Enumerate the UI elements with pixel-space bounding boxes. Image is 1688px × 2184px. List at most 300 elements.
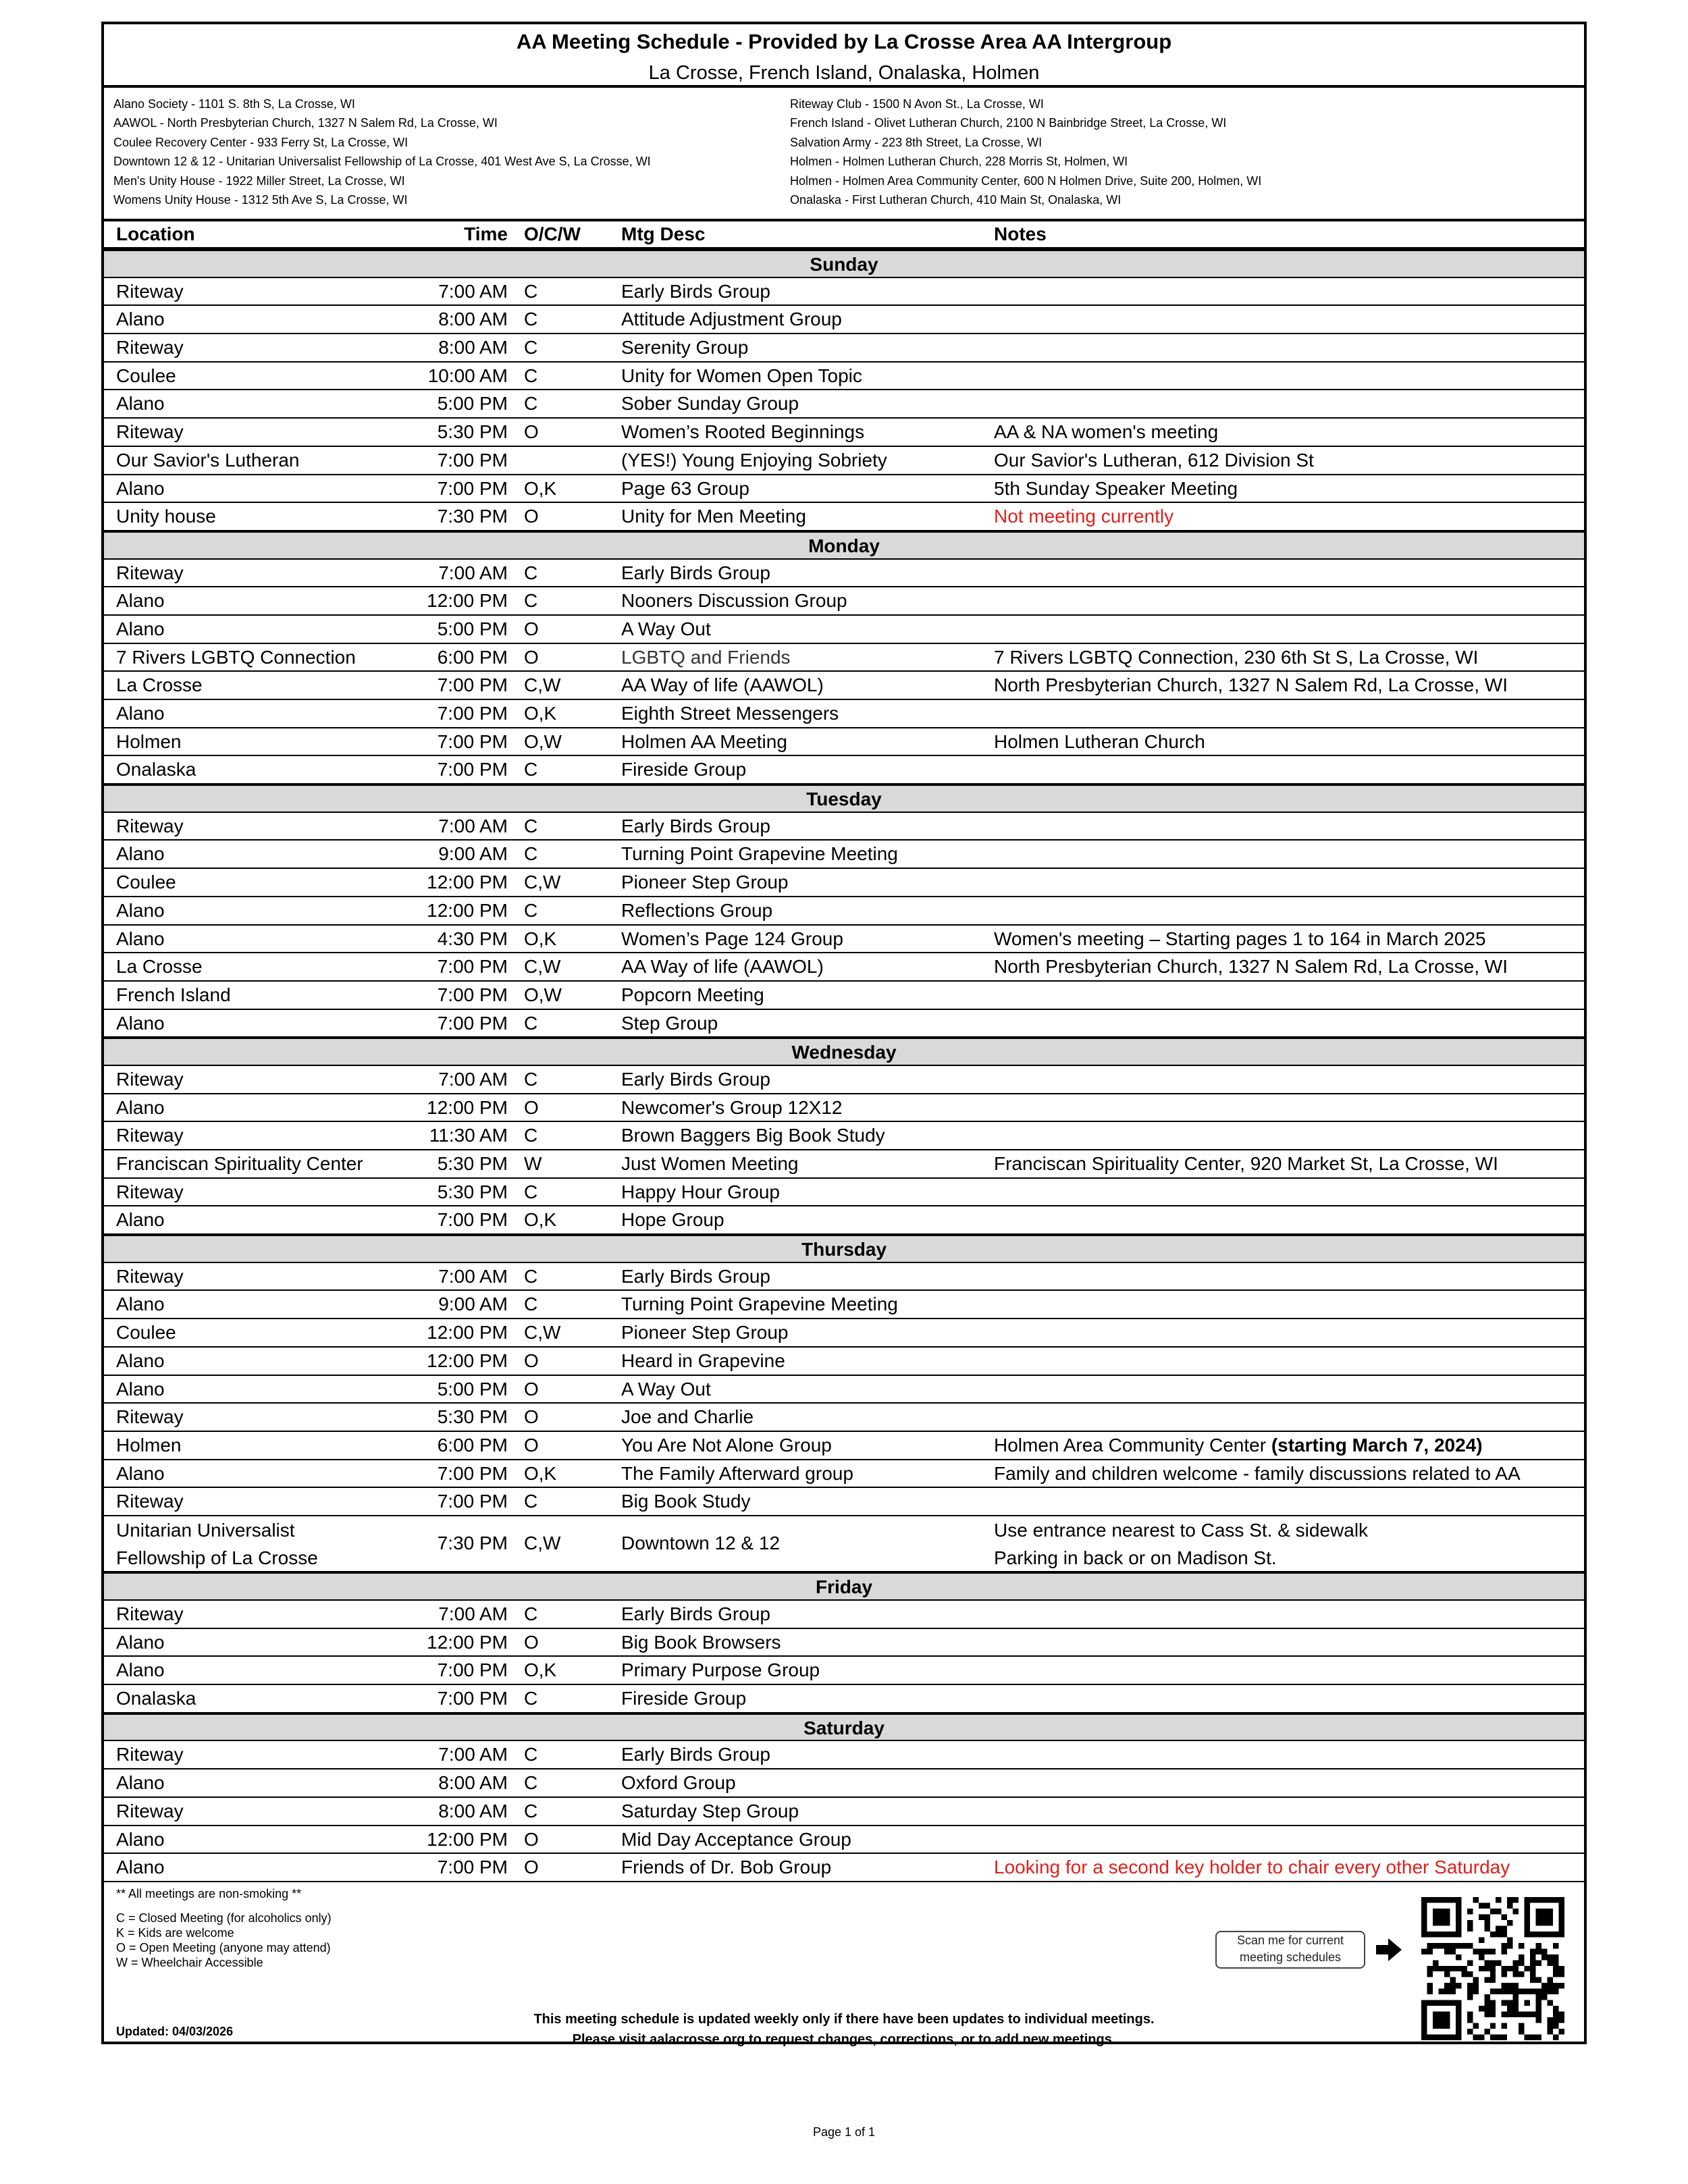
cell-location: Alano [116, 899, 165, 921]
cell-notes-text: Looking for a second key holder to chair every other Saturday [994, 1857, 1510, 1878]
table-row [104, 587, 1584, 616]
cell-notes-text: 5th Sunday Speaker Meeting [994, 477, 1238, 499]
cell-notes [994, 1150, 1498, 1177]
table-header [104, 221, 1584, 250]
cell-notes-text: Franciscan Spirituality Center, 920 Market St, La Crosse, WI [994, 1153, 1498, 1174]
table-row [104, 1629, 1584, 1657]
header-time: Time [464, 223, 508, 244]
cell-time: 7:00 PM [437, 477, 508, 499]
cell-time: 12:00 PM [427, 1631, 508, 1653]
table-row [104, 982, 1584, 1010]
table-row [104, 560, 1584, 588]
cell-location: Alano [116, 1378, 165, 1400]
table-row [104, 869, 1584, 897]
table-row [104, 841, 1584, 869]
arrow-right-icon [1375, 1936, 1403, 1963]
cell-time: 7:00 AM [438, 1265, 508, 1287]
table-row [104, 1769, 1584, 1798]
cell-time: 8:00 AM [438, 1772, 508, 1794]
cell-ocw: C [524, 562, 538, 583]
table-row [104, 1798, 1584, 1826]
cell-location: La Crosse [116, 674, 203, 696]
cell-desc: Oxford Group [621, 1772, 736, 1794]
cell-location: Holmen [116, 1434, 182, 1456]
cell-location: Riteway [116, 1265, 184, 1287]
cell-desc: LGBTQ and Friends [621, 646, 791, 668]
cell-ocw: O [524, 646, 539, 668]
cell-ocw: C [524, 1491, 538, 1512]
cell-time: 7:00 PM [437, 1209, 508, 1231]
day-header-saturday: Saturday [104, 1713, 1584, 1742]
cell-location: Riteway [116, 1068, 184, 1090]
cell-location: Coulee [116, 365, 176, 386]
location-entry: French Island - Olivet Lutheran Church, 2100 N Bainbridge Street, La Crosse, WI [790, 116, 1227, 130]
table-row [104, 363, 1584, 391]
scan-callout [1215, 1931, 1365, 1969]
legend-item: K = Kids are welcome [116, 1926, 234, 1940]
location-entry: Alano Society - 1101 S. 8th S, La Crosse, WI [113, 97, 355, 111]
table-row [104, 1741, 1584, 1769]
table-row [104, 278, 1584, 307]
legend [116, 1886, 332, 1970]
cell-location-line: Unitarian Universalist [116, 1519, 295, 1541]
cell-notes-text: North Presbyterian Church, 1327 N Salem Rd, La Crosse, WI [994, 956, 1508, 978]
cell-time: 6:00 PM [437, 1434, 508, 1456]
cell-location: Riteway [116, 1603, 184, 1625]
location-entry: AAWOL - North Presbyterian Church, 1327 N Salem Rd, La Crosse, WI [113, 116, 498, 130]
cell-time: 12:00 PM [427, 590, 508, 612]
cell-desc: Page 63 Group [621, 477, 749, 499]
cell-ocw: O [524, 1378, 539, 1400]
cell-location: Alano [116, 1659, 165, 1681]
cell-location: Alano [116, 309, 165, 330]
header-notes: Notes [994, 223, 1047, 244]
cell-desc: Sober Sunday Group [621, 393, 799, 415]
table-row [104, 897, 1584, 926]
table-row [104, 1516, 1584, 1572]
cell-location: Riteway [116, 1125, 184, 1146]
cell-time: 8:00 AM [438, 309, 508, 330]
cell-ocw: O,K [524, 1462, 557, 1484]
cell-location: Alano [116, 1096, 165, 1118]
cell-desc: Reflections Group [621, 899, 773, 921]
cell-desc: (YES!) Young Enjoying Sobriety [621, 449, 887, 471]
table-row [104, 1460, 1584, 1489]
cell-desc: Brown Baggers Big Book Study [621, 1125, 885, 1146]
cell-ocw: O [524, 618, 539, 639]
table-row [104, 1263, 1584, 1291]
cell-location: Alano [116, 590, 165, 612]
cell-ocw: C [524, 1012, 538, 1034]
cell-location-line: Fellowship of La Crosse [116, 1547, 318, 1569]
location-entry: Men's Unity House - 1922 Miller Street, La Crosse, WI [113, 174, 405, 188]
cell-ocw: C [524, 815, 538, 836]
cell-ocw: C [524, 337, 538, 358]
cell-ocw: O [524, 1828, 539, 1850]
cell-time: 5:30 PM [437, 1153, 508, 1174]
header-location: Location [116, 223, 195, 244]
table-row [104, 1404, 1584, 1432]
cell-time: 12:00 PM [427, 899, 508, 921]
cell-notes [994, 503, 1173, 529]
cell-desc: Fireside Group [621, 759, 747, 780]
cell-desc: The Family Afterward group [621, 1462, 853, 1484]
cell-desc: Mid Day Acceptance Group [621, 1828, 851, 1850]
cell-ocw: C [524, 1800, 538, 1821]
cell-time: 7:00 PM [437, 449, 508, 471]
cell-desc: Pioneer Step Group [621, 1322, 789, 1343]
cell-time: 7:00 PM [437, 956, 508, 978]
cell-location: Our Savior's Lutheran [116, 449, 300, 471]
cell-desc: Early Birds Group [621, 1603, 770, 1625]
legend-item: O = Open Meeting (anyone may attend) [116, 1941, 331, 1954]
cell-desc: A Way Out [621, 618, 711, 639]
cell-notes-text: Women's meeting – Starting pages 1 to 164 in March 2025 [994, 928, 1486, 949]
cell-location: Riteway [116, 1406, 184, 1428]
cell-location: Riteway [116, 1744, 184, 1765]
location-directory [104, 88, 1584, 221]
cell-notes-text: Not meeting currently [994, 506, 1174, 527]
cell-notes [994, 475, 1238, 502]
cell-location: Riteway [116, 280, 184, 302]
cell-location: 7 Rivers LGBTQ Connection [116, 646, 356, 668]
cell-time: 12:00 PM [427, 1828, 508, 1850]
cell-desc: Happy Hour Group [621, 1181, 781, 1202]
cell-location: Riteway [116, 1800, 184, 1821]
location-entry: Downtown 12 & 12 - Unitarian Universalist Fellowship of La Crosse, 401 West Ave S, La Crosse, WI [113, 155, 651, 169]
cell-desc: Hope Group [621, 1209, 724, 1231]
cell-time: 5:30 PM [437, 1181, 508, 1202]
cell-notes [994, 1516, 1368, 1572]
cell-time: 7:00 AM [438, 280, 508, 302]
legend-item: C = Closed Meeting (for alcoholics only) [116, 1911, 332, 1925]
cell-location: Riteway [116, 815, 184, 836]
cell-desc: Step Group [621, 1012, 718, 1034]
table-row [104, 1432, 1584, 1460]
cell-location: Onalaska [116, 759, 196, 780]
cell-desc: Early Birds Group [621, 280, 770, 302]
cell-notes [994, 644, 1478, 670]
cell-desc: Pioneer Step Group [621, 872, 789, 893]
cell-ocw: C [524, 1265, 538, 1287]
cell-time: 12:00 PM [427, 1096, 508, 1118]
cell-desc: Big Book Study [621, 1491, 751, 1512]
cell-time: 7:00 PM [437, 1659, 508, 1681]
cell-notes-line: Parking in back or on Madison St. [994, 1547, 1277, 1569]
location-entry: Coulee Recovery Center - 933 Ferry St, La Crosse, WI [113, 135, 408, 149]
cell-ocw: C [524, 393, 538, 415]
location-entry: Riteway Club - 1500 N Avon St., La Crosse, WI [790, 97, 1044, 111]
table-row [104, 1094, 1584, 1123]
cell-time: 7:00 AM [438, 1744, 508, 1765]
cell-desc: Big Book Browsers [621, 1631, 781, 1653]
cell-desc: Women’s Page 124 Group [621, 928, 843, 949]
table-row [104, 1179, 1584, 1207]
cell-desc: Serenity Group [621, 337, 749, 358]
cell-desc: Primary Purpose Group [621, 1659, 820, 1681]
page-number: Page 1 of 1 [812, 2125, 876, 2139]
table-row [104, 1206, 1584, 1235]
cell-time: 9:00 AM [438, 843, 508, 865]
cell-notes [994, 1854, 1510, 1880]
cell-ocw: C [524, 1744, 538, 1765]
location-entry: Holmen - Holmen Area Community Center, 600 N Holmen Drive, Suite 200, Holmen, WI [790, 174, 1262, 188]
cell-time: 7:00 PM [437, 1857, 508, 1878]
cell-desc: AA Way of life (AAWOL) [621, 956, 824, 978]
cell-location [116, 1516, 318, 1572]
cell-notes [994, 953, 1508, 980]
location-entry: Womens Unity House - 1312 5th Ave S, La Crosse, WI [113, 193, 408, 207]
cell-location: Unity house [116, 506, 216, 527]
cell-ocw: C [524, 1603, 538, 1625]
cell-desc: Turning Point Grapevine Meeting [621, 1294, 898, 1315]
table-row [104, 926, 1584, 954]
cell-ocw: C,W [524, 1532, 561, 1553]
cell-time: 7:30 PM [437, 506, 508, 527]
cell-notes-text: 7 Rivers LGBTQ Connection, 230 6th St S, La Crosse, WI [994, 646, 1479, 668]
cell-ocw: C,W [524, 956, 561, 978]
cell-location: Alano [116, 1462, 165, 1484]
cell-location: Coulee [116, 872, 176, 893]
table-row [104, 503, 1584, 531]
cell-location: Franciscan Spirituality Center [116, 1153, 363, 1174]
footer-line: Please visit aalacrosse.org to request changes, corrections, or to add new meetings. [572, 2032, 1116, 2047]
cell-time: 7:00 PM [437, 730, 508, 752]
cell-time: 7:00 AM [438, 1068, 508, 1090]
cell-ocw: C [524, 280, 538, 302]
cell-desc: Attitude Adjustment Group [621, 309, 842, 330]
cell-ocw: O,K [524, 477, 557, 499]
day-header-monday: Monday [104, 531, 1584, 560]
cell-ocw: C [524, 1181, 538, 1202]
table-row [104, 728, 1584, 757]
table-row [104, 700, 1584, 728]
cell-location: Alano [116, 393, 165, 415]
table-row [104, 390, 1584, 419]
cell-desc: Early Birds Group [621, 1744, 770, 1765]
cell-location: Alano [116, 1631, 165, 1653]
cell-time: 11:30 AM [429, 1125, 508, 1146]
cell-ocw: W [524, 1153, 542, 1174]
cell-notes-line: Use entrance nearest to Cass St. & sidewalk [994, 1519, 1369, 1541]
cell-ocw: C,W [524, 872, 561, 893]
table-row [104, 306, 1584, 334]
cell-ocw: O,W [524, 730, 562, 752]
cell-location: Riteway [116, 421, 184, 443]
location-entry: Onalaska - First Lutheran Church, 410 Main St, Onalaska, WI [790, 193, 1122, 207]
cell-desc: Heard in Grapevine [621, 1350, 785, 1371]
cell-time: 5:00 PM [437, 393, 508, 415]
cell-desc: Saturday Step Group [621, 1800, 799, 1821]
cell-ocw: C [524, 1294, 538, 1315]
table-row [104, 1150, 1584, 1179]
cell-desc: Unity for Men Meeting [621, 506, 806, 527]
table-row [104, 419, 1584, 447]
cell-ocw: O [524, 1350, 539, 1371]
cell-location: Alano [116, 843, 165, 865]
legend-header: ** All meetings are non-smoking ** [116, 1887, 302, 1900]
cell-location: Riteway [116, 1181, 184, 1202]
cell-time: 8:00 AM [438, 337, 508, 358]
page-subtitle: La Crosse, French Island, Onalaska, Holmen [104, 59, 1584, 88]
cell-desc: Women’s Rooted Beginnings [621, 421, 865, 443]
cell-desc: Turning Point Grapevine Meeting [621, 843, 898, 865]
table-row [104, 756, 1584, 784]
table-row [104, 644, 1584, 672]
cell-ocw: C [524, 1125, 538, 1146]
legend-item: W = Wheelchair Accessible [116, 1956, 263, 1969]
table-row [104, 1488, 1584, 1516]
cell-notes-text: Our Savior's Lutheran, 612 Division St [994, 449, 1314, 471]
scan-line: Scan me for current [1236, 1934, 1344, 1947]
table-row [104, 1348, 1584, 1376]
cell-time: 5:30 PM [437, 1406, 508, 1428]
cell-ocw: O [524, 1631, 539, 1653]
cell-ocw: O,K [524, 1659, 557, 1681]
table-row [104, 672, 1584, 700]
cell-notes [994, 926, 1486, 952]
cell-time: 12:00 PM [427, 872, 508, 893]
cell-notes [994, 419, 1218, 445]
cell-notes [994, 447, 1314, 473]
cell-time: 5:30 PM [437, 421, 508, 443]
cell-location: Holmen [116, 730, 182, 752]
cell-notes-emphasis: (starting March 7, 2024) [1271, 1434, 1483, 1456]
scan-line: meeting schedules [1239, 1950, 1342, 1964]
cell-desc: Nooners Discussion Group [621, 590, 847, 612]
cell-ocw: O,W [524, 984, 562, 1005]
table-row [104, 447, 1584, 475]
cell-ocw: C [524, 365, 538, 386]
table-row [104, 1854, 1584, 1882]
cell-ocw: O [524, 421, 539, 443]
cell-location: Alano [116, 928, 165, 949]
header-ocw: O/C/W [524, 223, 581, 244]
cell-location: Alano [116, 618, 165, 639]
cell-location: Alano [116, 1294, 165, 1315]
table-row [104, 334, 1584, 363]
day-header-friday: Friday [104, 1572, 1584, 1601]
cell-desc: Early Birds Group [621, 562, 770, 583]
cell-ocw: C [524, 759, 538, 780]
cell-desc: Just Women Meeting [621, 1153, 799, 1174]
cell-ocw: C [524, 843, 538, 865]
cell-time: 5:00 PM [437, 618, 508, 639]
cell-ocw: O [524, 1857, 539, 1878]
cell-ocw: C [524, 1688, 538, 1709]
table-row [104, 1122, 1584, 1150]
table-row [104, 616, 1584, 644]
cell-notes [994, 1432, 1483, 1458]
cell-ocw: C [524, 899, 538, 921]
cell-ocw: O,K [524, 703, 557, 724]
table-row [104, 1319, 1584, 1348]
table-row [104, 1376, 1584, 1404]
cell-time: 7:30 PM [437, 1532, 508, 1553]
cell-location: Alano [116, 1828, 165, 1850]
cell-time: 7:00 AM [438, 815, 508, 836]
cell-desc: Newcomer's Group 12X12 [621, 1096, 843, 1118]
cell-desc: Unity for Women Open Topic [621, 365, 862, 386]
cell-time: 7:00 PM [437, 1491, 508, 1512]
cell-time: 7:00 PM [437, 1688, 508, 1709]
cell-location: Coulee [116, 1322, 176, 1343]
table-row [104, 1685, 1584, 1713]
cell-time: 7:00 AM [438, 1603, 508, 1625]
cell-notes-text: Holmen Area Community Center [994, 1434, 1271, 1456]
cell-location: Riteway [116, 337, 184, 358]
cell-location: Alano [116, 1012, 165, 1034]
cell-location: Alano [116, 1857, 165, 1878]
cell-time: 9:00 AM [438, 1294, 508, 1315]
cell-ocw: C [524, 590, 538, 612]
cell-ocw: O [524, 1406, 539, 1428]
table-row [104, 1601, 1584, 1629]
cell-time: 8:00 AM [438, 1800, 508, 1821]
cell-desc: Holmen AA Meeting [621, 730, 787, 752]
cell-location: Alano [116, 1772, 165, 1794]
cell-notes-text: North Presbyterian Church, 1327 N Salem Rd, La Crosse, WI [994, 674, 1508, 696]
cell-time: 5:00 PM [437, 1378, 508, 1400]
footer-line: This meeting schedule is updated weekly only if there have been updates to individual meetings. [533, 2012, 1155, 2027]
cell-desc: Joe and Charlie [621, 1406, 754, 1428]
cell-notes-text: Holmen Lutheran Church [994, 730, 1205, 752]
cell-location: Alano [116, 477, 165, 499]
table-row [104, 1010, 1584, 1038]
cell-time: 7:00 AM [438, 562, 508, 583]
cell-desc: Early Birds Group [621, 1068, 770, 1090]
cell-ocw: C [524, 1068, 538, 1090]
cell-desc: Popcorn Meeting [621, 984, 764, 1005]
cell-notes [994, 728, 1205, 755]
cell-desc: Friends of Dr. Bob Group [621, 1857, 832, 1878]
cell-time: 6:00 PM [437, 646, 508, 668]
footer-note [104, 2009, 1584, 2050]
day-header-thursday: Thursday [104, 1235, 1584, 1263]
page-title: AA Meeting Schedule - Provided by La Crosse Area AA Intergroup [516, 30, 1172, 53]
meeting-table [104, 250, 1584, 1882]
cell-time: 4:30 PM [437, 928, 508, 949]
table-row [104, 1066, 1584, 1094]
table-row [104, 953, 1584, 982]
cell-ocw: C,W [524, 1322, 561, 1343]
cell-ocw: O,K [524, 928, 557, 949]
cell-notes [994, 1460, 1521, 1487]
location-list-left [113, 95, 651, 209]
cell-desc: You Are Not Alone Group [621, 1434, 832, 1456]
cell-notes [994, 672, 1508, 698]
cell-ocw: O [524, 506, 539, 527]
location-list-right [790, 95, 1261, 209]
cell-time: 7:00 PM [437, 984, 508, 1005]
cell-time: 12:00 PM [427, 1322, 508, 1343]
cell-location: Alano [116, 1209, 165, 1231]
day-header-tuesday: Tuesday [104, 784, 1584, 813]
cell-location: Alano [116, 703, 165, 724]
cell-time: 12:00 PM [427, 1350, 508, 1371]
location-entry: Salvation Army - 223 8th Street, La Crosse, WI [790, 135, 1043, 149]
location-entry: Holmen - Holmen Lutheran Church, 228 Morris St, Holmen, WI [790, 155, 1128, 169]
cell-time: 10:00 AM [427, 365, 508, 386]
cell-desc: Fireside Group [621, 1688, 747, 1709]
header-desc: Mtg Desc [621, 223, 706, 244]
cell-ocw: C [524, 1772, 538, 1794]
cell-location: Riteway [116, 1491, 184, 1512]
cell-location: Alano [116, 1350, 165, 1371]
cell-location: Riteway [116, 562, 184, 583]
cell-desc: Eighth Street Messengers [621, 703, 839, 724]
day-header-wednesday: Wednesday [104, 1038, 1584, 1066]
